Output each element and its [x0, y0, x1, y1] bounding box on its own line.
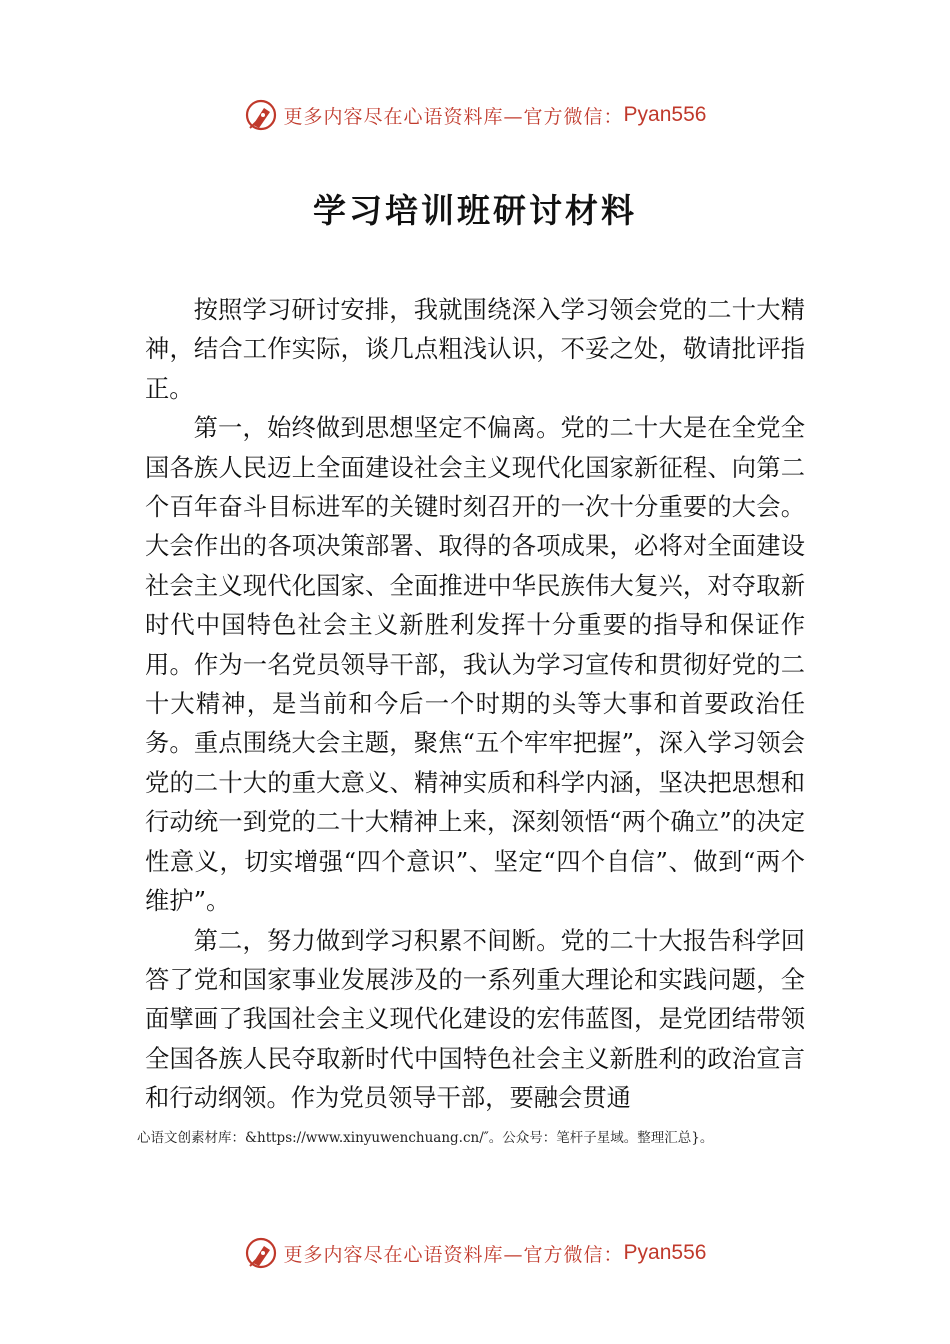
pen-nib-logo-icon [244, 1236, 278, 1270]
footer-banner [0, 1233, 950, 1273]
banner-text: 更多内容尽在心语资料库—官方微信： [283, 105, 624, 128]
paragraph-second: 第二，努力做到学习积累不间断。党的二十大报告科学回答了党和国家事业发展涉及的一系列重大理论和实践问题，全面擘画了我国社会主义现代化建设的宏伟蓝图，是党团结带领全国各族人民夺取新时代中国特色社会主义新胜利的政治宣言和行动纲领。作为党员领导干部，要融会贯通 [145, 925, 805, 1113]
paragraph-first: 第一，始终做到思想坚定不偏离。党的二十大是在全党全国各族人民迈上全面建设社会主义现代化国家新征程、向第二个百年奋斗目标进军的关键时刻召开的一次十分重要的大会。大会作出的各项决策部署、取得的各项成果，必将对全面建设社会主义现代化国家、全面推进中华民族伟大复兴，对夺取新时代中国特色社会主义新胜利发挥十分重要的指导和保证作用。作为一名党员领导干部，我认为学习宣传和贯彻好党的二十大精神，是当前和今后一个时期的头等大事和首要政治任务。重点围绕大会主题，聚焦“五个牢牢把握”，深入学习领会党的二十大的重大意义、精神实质和科学内涵，坚决把思想和行动统一到党的二十大精神上来，深刻领悟“两个确立”的决定性意义，切实增强“四个意识”、坚定“四个自信”、做到“两个维护”。 [145, 413, 805, 916]
header-banner [0, 95, 950, 135]
source-footnote: 心语文创素材库：&https://www.xinyuwenchuang.cn/″。公众号：笔杆子星域。整理汇总}。 [137, 1130, 714, 1146]
document-body [145, 290, 805, 1118]
banner-wechat-id: Pyan556 [623, 1241, 707, 1264]
pen-nib-logo-icon [244, 98, 278, 132]
document-title: 学习培训班研讨材料 [313, 191, 637, 230]
banner-text: 更多内容尽在心语资料库—官方微信： [283, 1243, 624, 1266]
banner-wechat-id: Pyan556 [623, 103, 707, 126]
paragraph-intro: 按照学习研讨安排，我就围绕深入学习领会党的二十大精神，结合工作实际，谈几点粗浅认识，不妥之处，敬请批评指正。 [145, 295, 805, 403]
